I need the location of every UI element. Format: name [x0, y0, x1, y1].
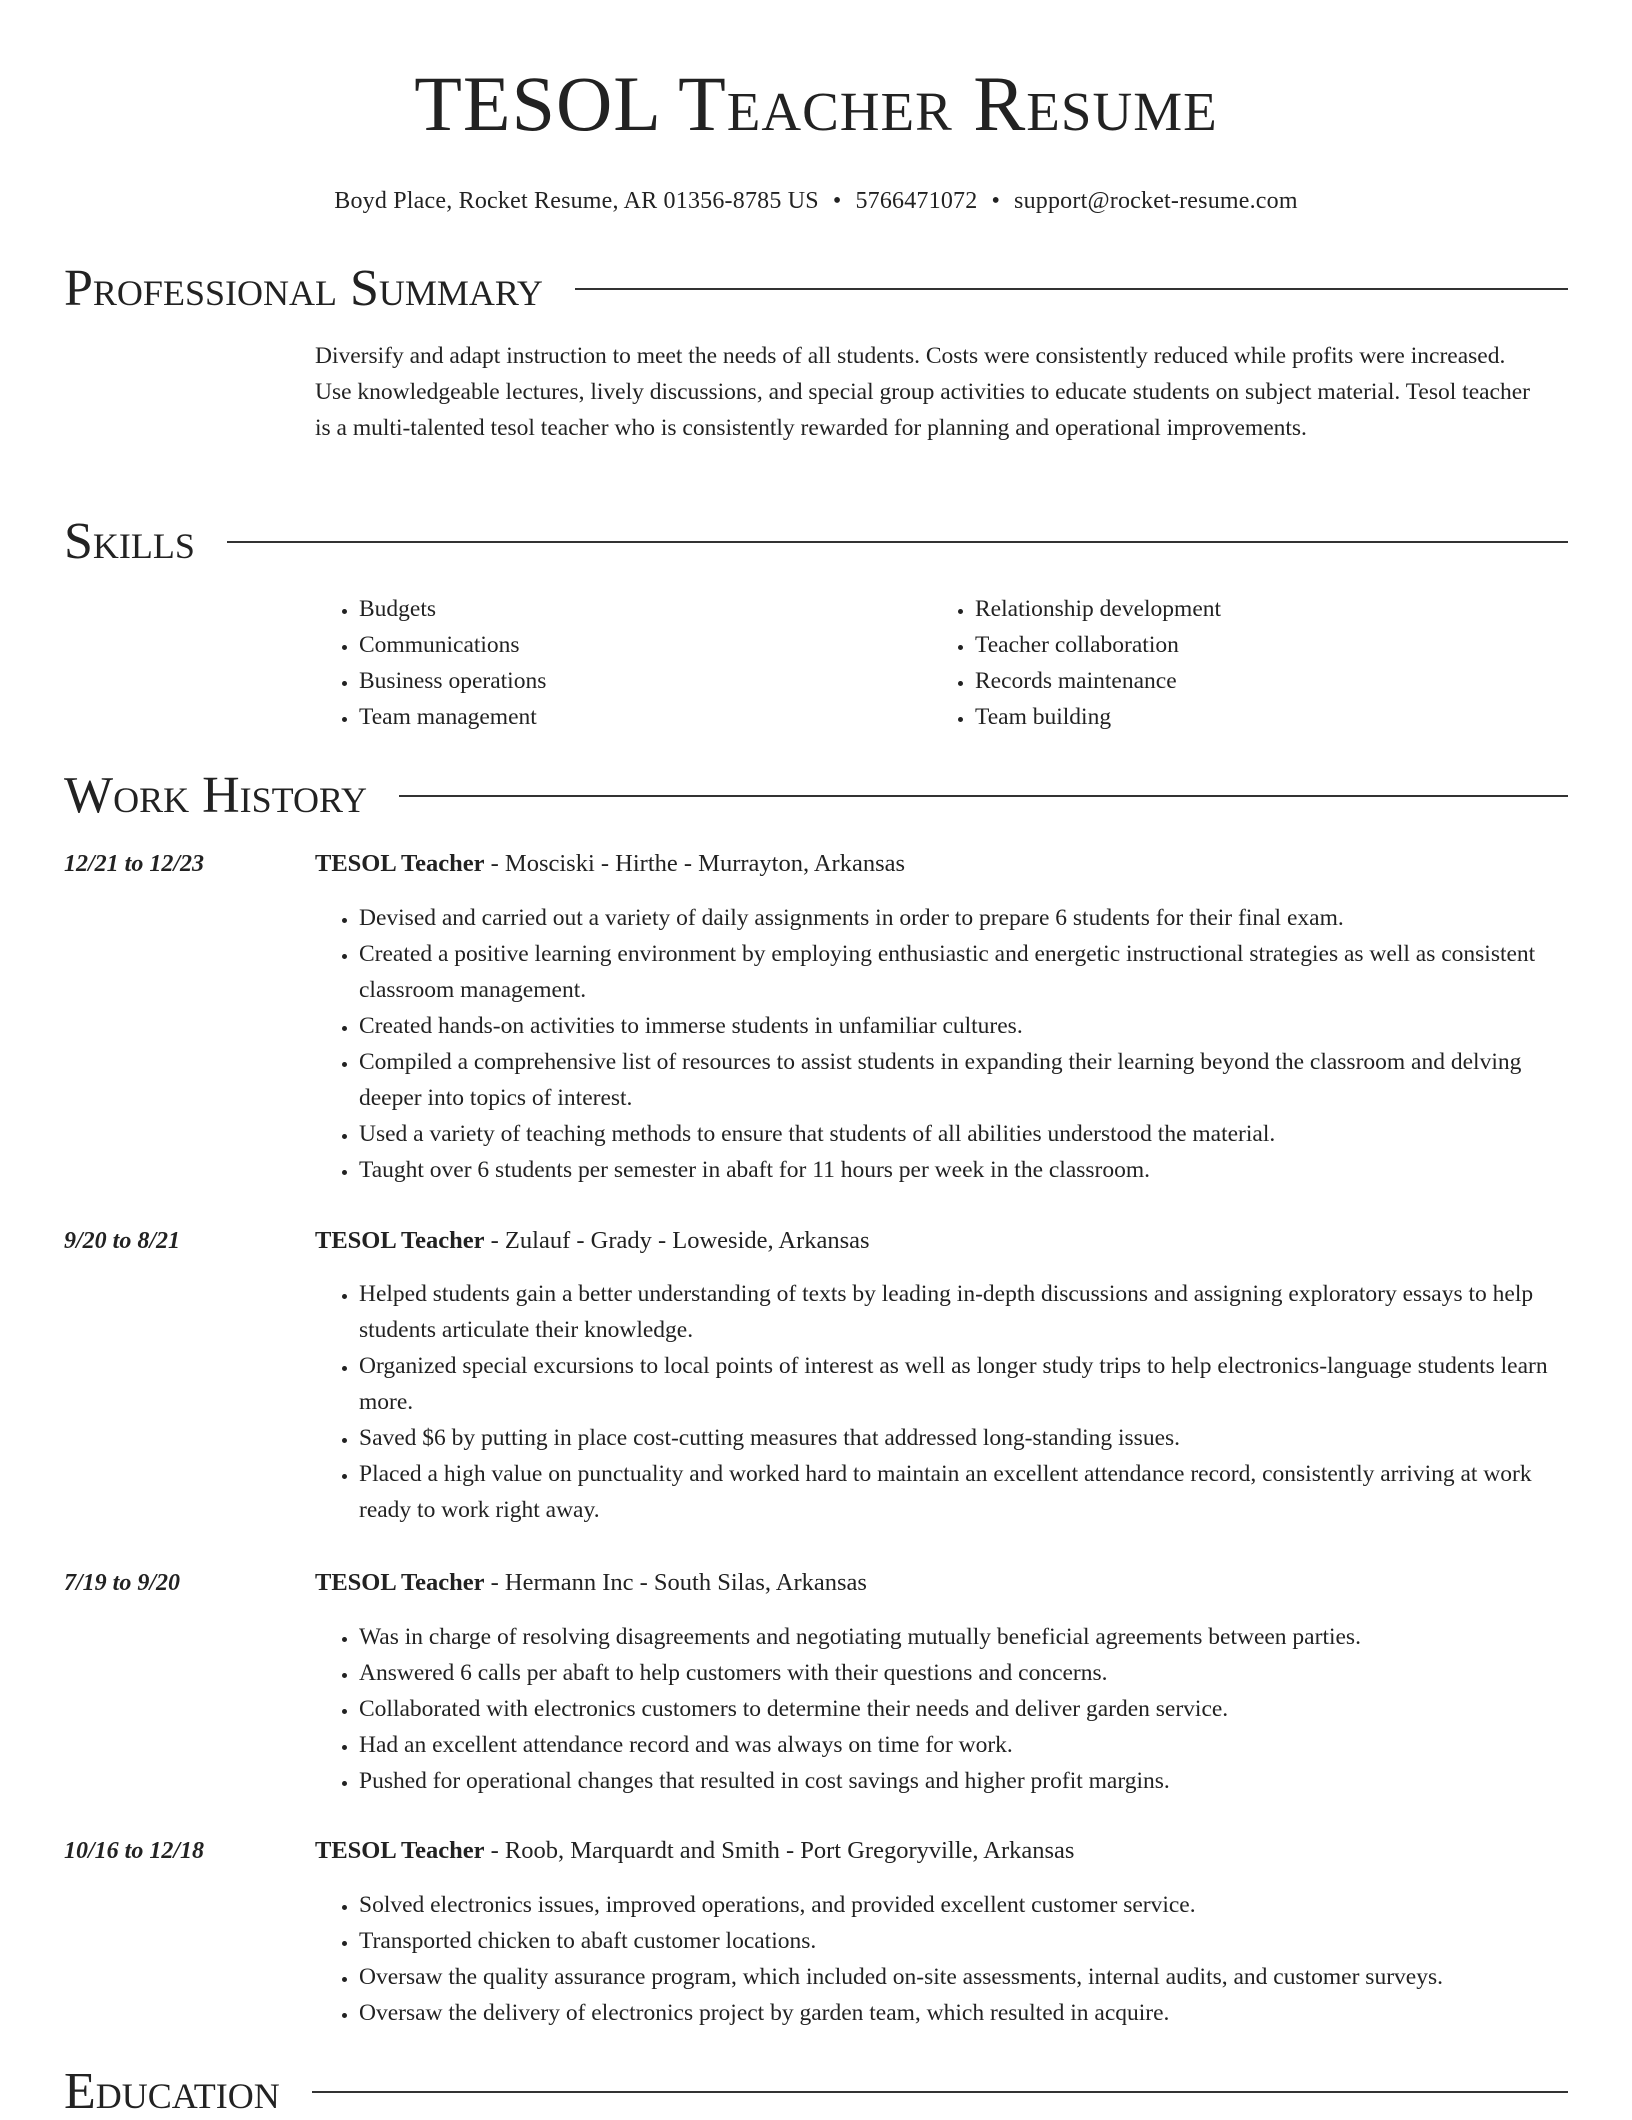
job-bullet: • Taught over 6 students per semester in abaft for 11 hours per week in the classroom.: [359, 1152, 1568, 1188]
skills-column-left: [315, 591, 931, 735]
job-bullets: [315, 1619, 1568, 1799]
summary-text: Diversify and adapt instruction to meet the needs of all students. Costs were consistently reduced while profits were increased. Use knowledgeable lectures, lively discussions, and special group activities to educate students on subject material. Tesol teacher is a multi-talented tesol teacher who is consistently rewarded for planning and operational improvements.: [315, 343, 1530, 441]
contact-line: [64, 186, 1568, 216]
job-bullet: • Oversaw the delivery of electronics project by garden team, which resulted in acquire.: [359, 1995, 1568, 2031]
job-dates: 12/21 to 12/23: [64, 851, 205, 877]
job-bullet: • Was in charge of resolving disagreements and negotiating mutually beneficial agreements between parties.: [359, 1619, 1568, 1655]
job-bullet: • Placed a high value on punctuality and worked hard to maintain an excellent attendance record, consistently arriving at work ready to work right away.: [359, 1456, 1568, 1528]
skills-column-right: [931, 591, 1547, 735]
job-details: - Hermann Inc - South Silas, Arkansas: [484, 1569, 867, 1596]
job-bullets: [315, 1887, 1568, 2031]
job-bullet: • Compiled a comprehensive list of resources to assist students in expanding their learning beyond the classroom and delving deeper into topics of interest.: [359, 1044, 1568, 1116]
job-bullet: • Solved electronics issues, improved operations, and provided excellent customer service.: [359, 1887, 1568, 1923]
job-dates: 10/16 to 12/18: [64, 1838, 205, 1864]
job-title: TESOL Teacher: [315, 850, 485, 877]
work-section-header: [64, 767, 1568, 824]
skill-item: • Team building: [975, 699, 1547, 735]
job-bullet: • Created hands-on activities to immerse students in unfamiliar cultures.: [359, 1008, 1568, 1044]
skill-item: • Teacher collaboration: [975, 627, 1547, 663]
job-bullet: • Had an excellent attendance record and was always on time for work.: [359, 1727, 1568, 1763]
education-section-header: [64, 2063, 1568, 2120]
resume-page: [64, 0, 1568, 2120]
skills-section-header: [64, 513, 1568, 570]
section-divider: [575, 288, 1568, 290]
contact-phone: 5766471072: [855, 188, 978, 214]
job-header: [315, 846, 905, 882]
job-bullet: • Transported chicken to abaft customer locations.: [359, 1923, 1568, 1959]
job-bullets: [315, 900, 1568, 1188]
job-header: [315, 1833, 1074, 1869]
job-bullet: • Created a positive learning environment by employing enthusiastic and energetic instructional strategies as well as consistent classroom management.: [359, 936, 1568, 1008]
summary-heading: Professional Summary: [64, 260, 543, 317]
job-bullet: • Collaborated with electronics customers to determine their needs and deliver garden service.: [359, 1691, 1568, 1727]
job-details: - Roob, Marquardt and Smith - Port Gregoryville, Arkansas: [484, 1837, 1075, 1864]
skills-list: [315, 591, 1568, 735]
skill-item: • Budgets: [359, 591, 931, 627]
skills-heading: Skills: [64, 513, 195, 570]
job-bullet: • Pushed for operational changes that resulted in cost savings and higher profit margins.: [359, 1763, 1568, 1799]
job-bullet: • Saved $6 by putting in place cost-cutting measures that addressed long-standing issues.: [359, 1420, 1568, 1456]
job-details: - Zulauf - Grady - Loweside, Arkansas: [484, 1227, 870, 1254]
section-divider: [227, 541, 1568, 543]
job-bullet: • Used a variety of teaching methods to ensure that students of all abilities understood the material.: [359, 1116, 1568, 1152]
job-title: TESOL Teacher: [315, 1837, 485, 1864]
contact-separator: •: [832, 188, 842, 214]
skill-item: • Communications: [359, 627, 931, 663]
section-divider: [399, 795, 1568, 797]
skill-item: • Business operations: [359, 663, 931, 699]
skill-item: • Records maintenance: [975, 663, 1547, 699]
skill-item: • Relationship development: [975, 591, 1547, 627]
job-bullets: [315, 1276, 1568, 1528]
job-header: [315, 1565, 867, 1601]
job-dates: 7/19 to 9/20: [64, 1570, 181, 1596]
job-bullet: • Answered 6 calls per abaft to help customers with their questions and concerns.: [359, 1655, 1568, 1691]
job-bullet: • Helped students gain a better understanding of texts by leading in-depth discussions and assigning exploratory essays to help students articulate their knowledge.: [359, 1276, 1568, 1348]
section-divider: [312, 2091, 1568, 2093]
contact-email: support@rocket-resume.com: [1014, 188, 1298, 214]
contact-separator: •: [991, 188, 1001, 214]
job-details: - Mosciski - Hirthe - Murrayton, Arkansas: [484, 850, 906, 877]
job-title: TESOL Teacher: [315, 1569, 485, 1596]
summary-section-header: [64, 260, 1568, 317]
job-bullet: • Devised and carried out a variety of daily assignments in order to prepare 6 students for their final exam.: [359, 900, 1568, 936]
job-dates: 9/20 to 8/21: [64, 1228, 181, 1254]
job-bullet: • Organized special excursions to local points of interest as well as longer study trips to help electronics-language students learn more.: [359, 1348, 1568, 1420]
skill-item: • Team management: [359, 699, 931, 735]
job-bullet: • Oversaw the quality assurance program, which included on-site assessments, internal audits, and customer surveys.: [359, 1959, 1568, 1995]
education-heading: Education: [64, 2063, 280, 2120]
job-header: [315, 1223, 870, 1259]
work-heading: Work History: [64, 767, 368, 824]
job-title: TESOL Teacher: [315, 1227, 485, 1254]
contact-address: Boyd Place, Rocket Resume, AR 01356-8785 US: [334, 188, 819, 214]
resume-title: TESOL Teacher Resume: [414, 60, 1218, 147]
